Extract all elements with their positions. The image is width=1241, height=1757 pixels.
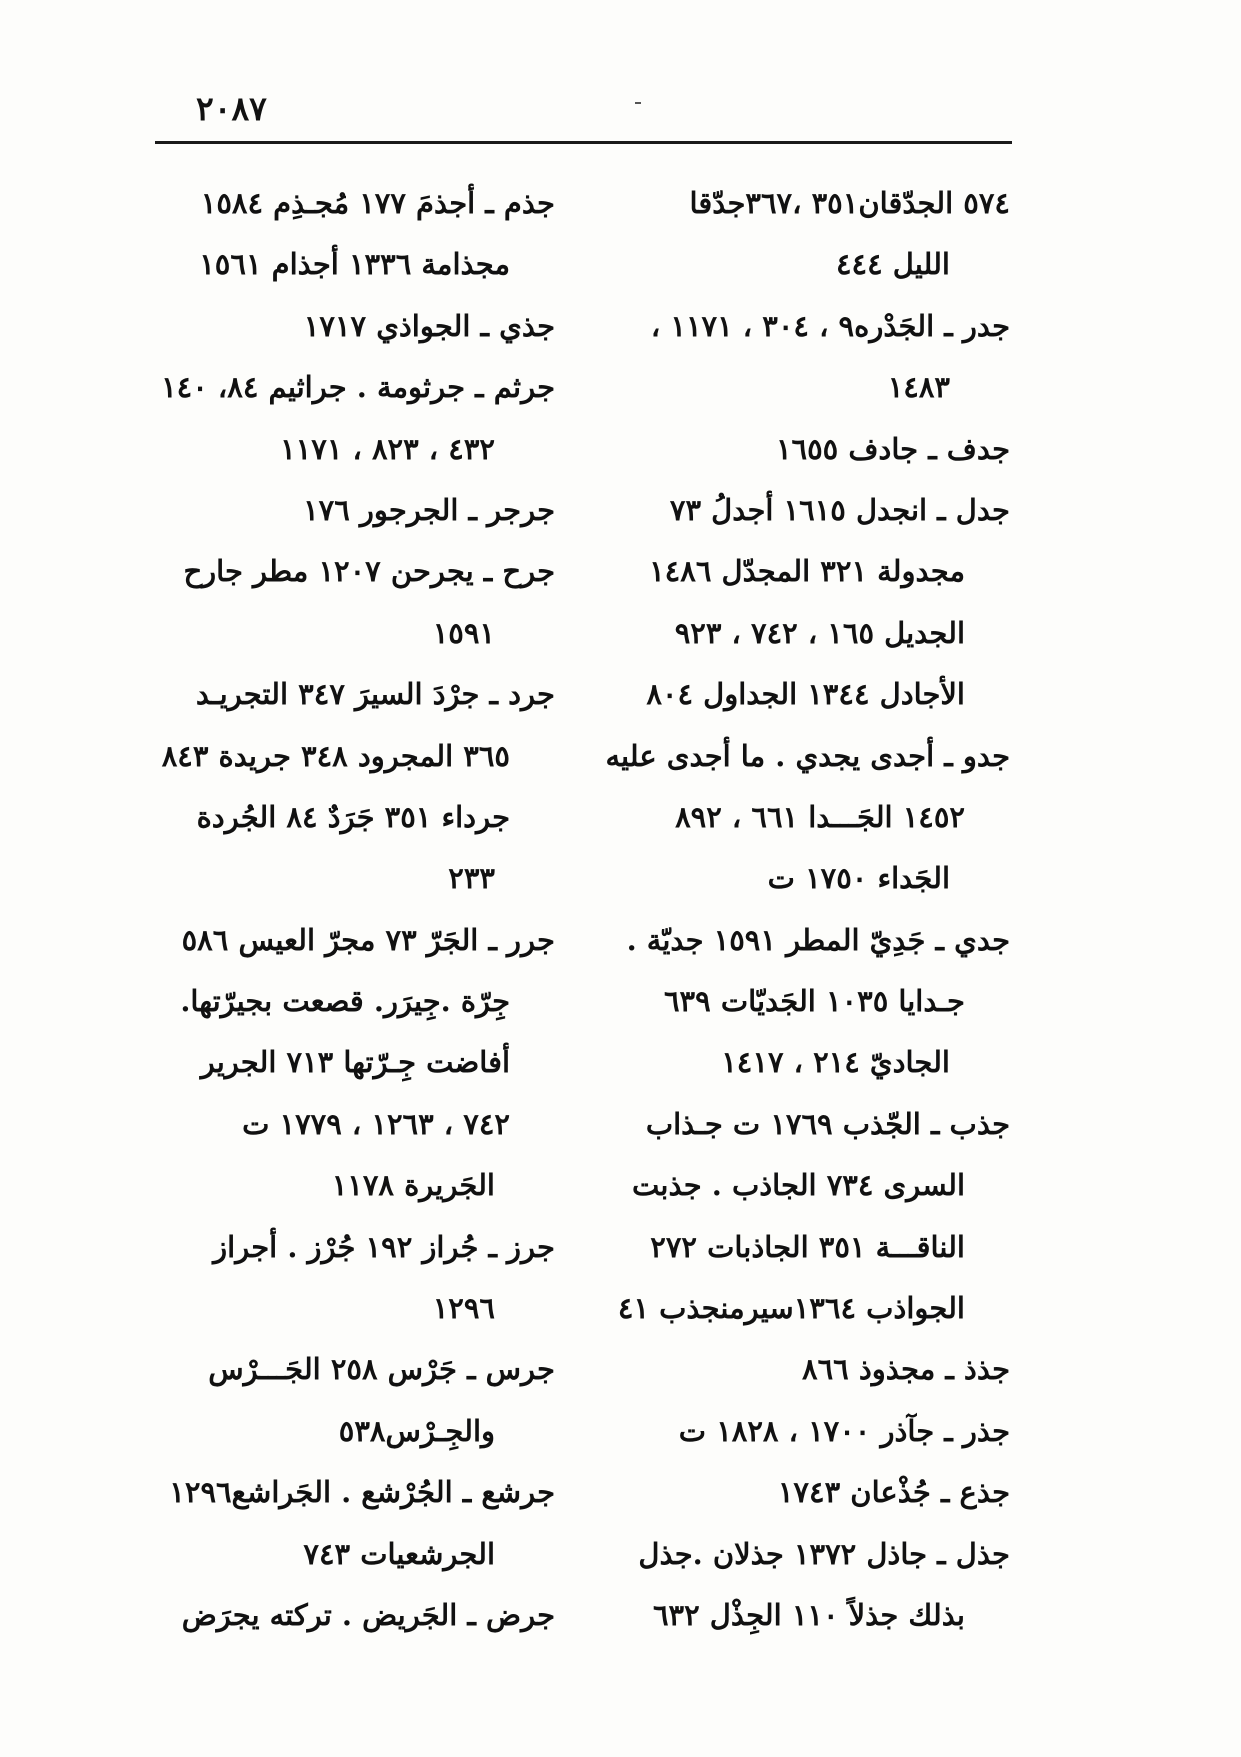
index-line: الجواذب ١٣٦٤سيرمنجذب ٤١	[617, 1291, 965, 1326]
index-line: جرداء ٣٥١ جَرَدٌ ٨٤ الجُردة	[196, 799, 510, 834]
index-line: جذذ ـ مجذوذ ٨٦٦	[802, 1352, 1010, 1387]
index-line: جرشع ـ الجُرْشع . الجَراشع١٢٩٦	[169, 1475, 555, 1510]
index-line: ١٤٨٣	[887, 370, 950, 405]
index-line: الناقـــة ٣٥١ الجاذبات ٢٧٢	[650, 1229, 965, 1264]
index-line: أفاضت جِـرّتها ٧١٣ الجرير	[200, 1045, 510, 1080]
index-line: الجاديّ ٢١٤ ، ١٤١٧	[721, 1045, 950, 1080]
index-line: جذب ـ الجّذب ١٧٦٩ ت جـذاب	[645, 1106, 1010, 1141]
index-line: جذم ـ أجذمَ ١٧٧ مُجـذِم ١٥٨٤	[200, 186, 555, 220]
index-line: جذي ـ الجواذي ١٧١٧	[303, 308, 555, 343]
index-line: ٥٧٤ الجدّقان٣٥١ ،٣٦٧جدّقا	[689, 186, 1010, 220]
index-line: السرى ٧٣٤ الجاذب . جذبت	[631, 1168, 965, 1203]
index-line: جرر ـ الجَرّ ٧٣ مجرّ العيس ٥٨٦	[181, 922, 555, 957]
page-number: ٢٠٨٧	[196, 89, 267, 128]
index-line: ٣٦٥ المجرود ٣٤٨ جريدة ٨٤٣	[161, 738, 510, 773]
index-line: ١٢٩٦	[432, 1291, 495, 1326]
index-line: مجذامة ١٣٣٦ أجذام ١٥٦١	[199, 247, 510, 282]
index-line: جرس ـ جَرْس ٢٥٨ الجَـــرْس	[208, 1352, 555, 1387]
index-line: الجَداء ١٧٥٠ ت	[767, 861, 950, 896]
header-rule	[155, 141, 1012, 144]
index-line: جرثم ـ جرثومة . جراثيم ٨٤، ١٤٠	[161, 370, 555, 405]
index-line: مجدولة ٣٢١ المجدّل ١٤٨٦	[649, 554, 965, 589]
index-line: جذع ـ جُذْعان ١٧٤٣	[777, 1475, 1010, 1510]
index-column-left	[155, 183, 555, 1656]
index-line: والجِـرْس٥٣٨	[338, 1413, 495, 1448]
index-line: جذل ـ جاذل ١٣٧٢ جذلان .جذل	[638, 1536, 1010, 1571]
index-line: جدف ـ جادف ١٦٥٥	[775, 431, 1010, 466]
index-line: الليل ٤٤٤	[835, 247, 950, 282]
index-line: جرض ـ الجَريض . تركته يجرَض	[181, 1597, 555, 1632]
index-line: جدر ـ الجَدْره٩ ، ٣٠٤ ، ١١٧١ ،	[650, 308, 1010, 343]
index-line: بذلك جذلاً ١١٠ الجِذْل ٦٣٢	[652, 1597, 965, 1632]
index-line: ٢٣٣	[448, 861, 495, 896]
index-line: ٤٣٢ ، ٨٢٣ ، ١١٧١	[280, 431, 495, 466]
index-line: الجَريرة ١١٧٨	[331, 1168, 495, 1203]
index-line: جرز ـ جُراز ١٩٢ جُرْز . أجراز	[213, 1229, 555, 1264]
scan-speck	[635, 102, 641, 104]
index-column-right	[585, 183, 1010, 1656]
index-line: الجرشعيات ٧٤٣	[303, 1536, 495, 1571]
index-line: جرح ـ يجرحن ١٢٠٧ مطر جارح	[183, 554, 555, 589]
index-line: جدل ـ انجدل ١٦١٥ أجدلُ ٧٣	[669, 492, 1010, 527]
index-line: جرجر ـ الجرجور ١٧٦	[303, 492, 555, 527]
index-line: جدو ـ أجدى يجدي . ما أجدى عليه	[605, 738, 1010, 773]
index-line: جـدايا ١٠٣٥ الجَديّات ٦٣٩	[663, 984, 965, 1019]
index-line: الأجادل ١٣٤٤ الجداول ٨٠٤	[646, 677, 965, 712]
index-line: ١٥٩١	[432, 615, 495, 650]
index-line: ١٤٥٢ الجَـــدا ٦٦١ ، ٨٩٢	[675, 799, 965, 834]
index-line: جدي ـ جَدِيّ المطر ١٥٩١ جديّة .	[626, 922, 1010, 957]
index-line: جِرّة .جِيرَر. قصعت بجيرّتها.	[180, 984, 510, 1019]
index-line: جرد ـ جرْدَ السيرَ ٣٤٧ التجريـد	[195, 677, 555, 712]
index-line: جذر ـ جآذر ١٧٠٠ ، ١٨٢٨ ت	[678, 1413, 1010, 1448]
index-line: ٧٤٢ ، ١٢٦٣ ، ١٧٧٩ ت	[242, 1106, 510, 1141]
index-line: الجديل ١٦٥ ، ٧٤٢ ، ٩٢٣	[674, 615, 965, 650]
